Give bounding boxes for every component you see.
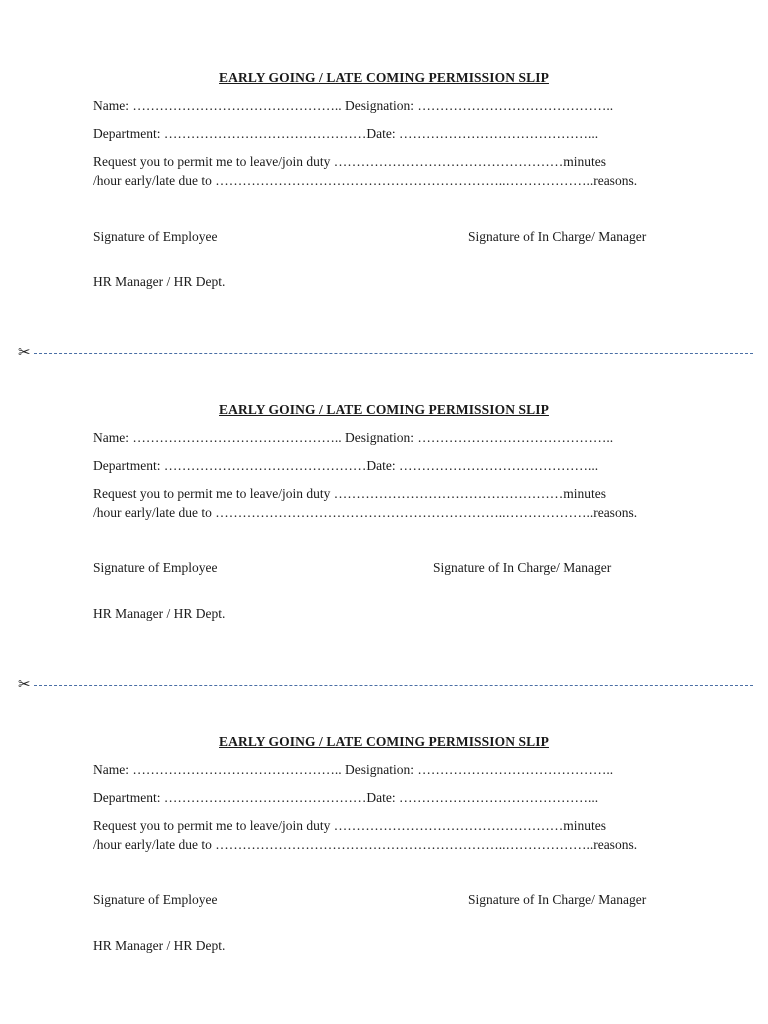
name-designation-line: Name: ……………………………………….. Designation: …………………………………….. [93,98,614,113]
department-date-line: Department: ………………………………………Date: ……………………………………... [93,458,599,473]
cut-line-1 [18,343,753,361]
scissors-icon: ✂ [18,343,31,361]
scissors-icon: ✂ [18,675,31,693]
slip-title: EARLY GOING / LATE COMING PERMISSION SLIP [219,402,549,417]
manager-signature-label: Signature of In Charge/ Manager [433,560,612,575]
manager-signature-label: Signature of In Charge/ Manager [468,229,647,244]
request-line-1: Request you to permit me to leave/join duty ……………………………………………minutes [93,818,606,833]
permission-slip-2 [0,402,768,662]
permission-slip-3 [0,734,768,994]
slip-title: EARLY GOING / LATE COMING PERMISSION SLIP [219,70,549,85]
cut-line-2 [18,675,753,693]
name-designation-line: Name: ……………………………………….. Designation: …………………………………….. [93,430,614,445]
employee-signature-label: Signature of Employee [93,560,218,575]
hr-label: HR Manager / HR Dept. [93,274,226,289]
dashed-divider [34,685,753,686]
name-designation-line: Name: ……………………………………….. Designation: …………………………………….. [93,762,614,777]
hr-label: HR Manager / HR Dept. [93,606,226,621]
request-line-2: /hour early/late due to ………………………………………………………..………………..reasons. [93,505,638,520]
department-date-line: Department: ………………………………………Date: ……………………………………... [93,126,599,141]
permission-slip-1 [0,70,768,330]
request-line-1: Request you to permit me to leave/join duty ……………………………………………minutes [93,486,606,501]
dashed-divider [34,353,753,354]
department-date-line: Department: ………………………………………Date: ……………………………………... [93,790,599,805]
manager-signature-label: Signature of In Charge/ Manager [468,892,647,907]
request-line-2: /hour early/late due to ………………………………………………………..………………..reasons. [93,837,638,852]
slip-title: EARLY GOING / LATE COMING PERMISSION SLIP [219,734,549,749]
request-line-2: /hour early/late due to ………………………………………………………..………………..reasons. [93,173,638,188]
request-line-1: Request you to permit me to leave/join duty ……………………………………………minutes [93,154,606,169]
hr-label: HR Manager / HR Dept. [93,938,226,953]
employee-signature-label: Signature of Employee [93,229,218,244]
employee-signature-label: Signature of Employee [93,892,218,907]
